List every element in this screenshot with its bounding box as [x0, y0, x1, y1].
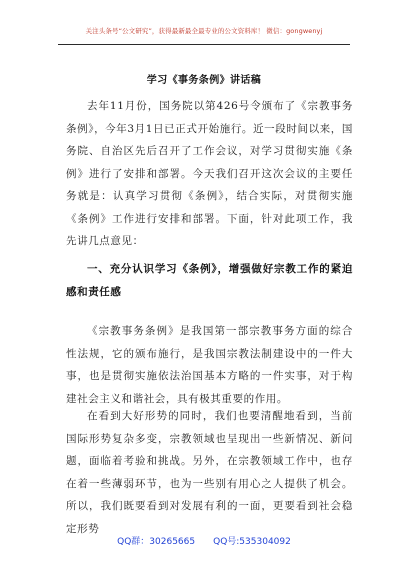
section-paragraph-1: 《宗教事务条例》是我国第一部宗教事务方面的综合性法规，它的颁布施行，是我国宗教法制建设中的一件大事，也是贯彻实施依法治国基本方略的一件实事，对于构建社会主义和谐社会，具有极其重要的作用。 [66, 325, 353, 405]
qq-group-text: QQ群：30265665 [117, 537, 196, 547]
section-heading: 一、充分认识学习《条例》，增强做好宗教工作的紧迫感和责任感 [66, 263, 353, 298]
header-divider [58, 44, 350, 45]
section-paragraph-2: 在看到大好形势的同时，我们也要清醒地看到，当前国际形势复杂多变，宗教领域也呈现出一些新情况、新问题，面临着考验和挑战。另外，在宗教领域工作中，也存在着一些薄弱环节，也为一些别有用心之人提供了机会。所以，我们既要看到对发展有利的一面，更要看到社会稳定形势 [66, 410, 353, 535]
header-banner: 关注头条号“公文研究”，获得最新最全最专业的公文资料库！ 微信：gongwenyj [85, 27, 323, 35]
qq-number-text: QQ号:535304092 [213, 537, 291, 547]
document-title: 学习《事务条例》讲话稿 [146, 75, 262, 86]
intro-paragraph: 去年11月份，国务院以第426号令颁布了《宗教事务条例》，今年3月1日已正式开始施行。近一段时间以来，国务院、自治区先后召开了工作会议，对学习贯彻实施《条例》进行了安排和部署。今天我们召开这次会议的主要任务就是：认真学习贯彻《条例》，结合实际，对贯彻实施《条例》工作进行安排和部署。下面，针对此项工作，我先讲几点意见： [66, 100, 353, 247]
footer-contact [0, 534, 408, 547]
